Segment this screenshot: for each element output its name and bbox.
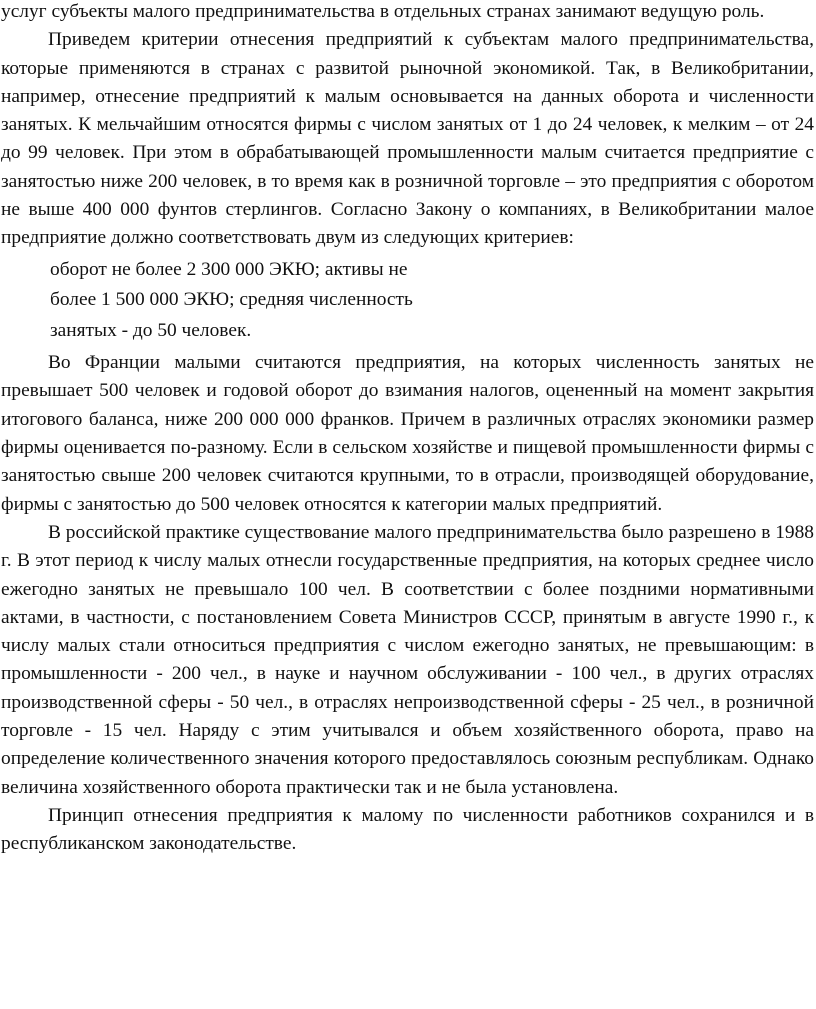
paragraph-russia: В российской практике существование малого предпринимательства было разрешено в 1988 г. В этот период к числу малых отнесли государственные предприятия, на которых среднее число ежегодно занятых не превышало 100 чел. В соответствии с более поздними нормативными актами, в частности, с постановлением Совета Министров СССР, принятым в августе 1990 г., к числу малых стали относиться предприятия с числом ежегодно занятых, не превышающим: в промышленности - 200 чел., в науке и научном обслуживании - 100 чел., в других отраслях производственной сферы - 50 чел., в отраслях непроизводственной сферы - 25 чел., в розничной торговле - 15 чел. Наряду с этим учитывался и объем хозяйственного оборота, право на определение количественного значения которого предоставлялось союзным республикам. Однако величина хозяйственного оборота практически так и не была установлена. — [1, 521, 814, 798]
document-page — [1, 0, 814, 859]
paragraph-criteria-intro: Приведем критерии отнесения предприятий к субъектам малого предпринимательства, которые применяются в странах с развитой рыночной экономикой. Так, в Великобритании, например, отнесение предприятий к малым основывается на данных оборота и численности занятых. К мельчайшим относятся фирмы с числом занятых от 1 до 24 человек, к мелким – от 24 до 99 человек. При этом в обрабатывающей промышленности малым считается предприятие с занятостью ниже 200 человек, в то время как в розничной торговле – это предприятия с оборотом не выше 400 000 фунтов стерлингов. Согласно Закону о компаниях, в Великобритании малое предприятие должно соответствовать двум из следующих критериев: — [1, 29, 814, 249]
criteria-line: занятых - до 50 человек. — [50, 319, 252, 341]
criteria-line: более 1 500 000 ЭКЮ; средняя численность — [50, 289, 413, 311]
criteria-block — [50, 255, 520, 347]
criteria-line: оборот не более 2 300 000 ЭКЮ; активы не — [50, 258, 408, 280]
paragraph-france: Во Франции малыми считаются предприятия, на которых численность занятых не превышает 500 человек и годовой оборот до взимания налогов, оцененный на момент закрытия итогового баланса, ниже 200 000 000 франков. Причем в различных отраслях экономики размер фирмы оценивается по-разному. Если в сельском хозяйстве и пищевой промышленности фирмы с занятостью свыше 200 человек считаются крупными, то в отрасли, производящей оборудование, фирмы с занятостью до 500 человек относятся к категории малых предприятий. — [1, 352, 814, 515]
paragraph-continuation: услуг субъекты малого предпринимательства в отдельных странах занимают ведущую роль. — [1, 1, 765, 22]
paragraph-principle: Принцип отнесения предприятия к малому по численности работников сохранился и в республиканском законодательстве. — [1, 804, 814, 855]
